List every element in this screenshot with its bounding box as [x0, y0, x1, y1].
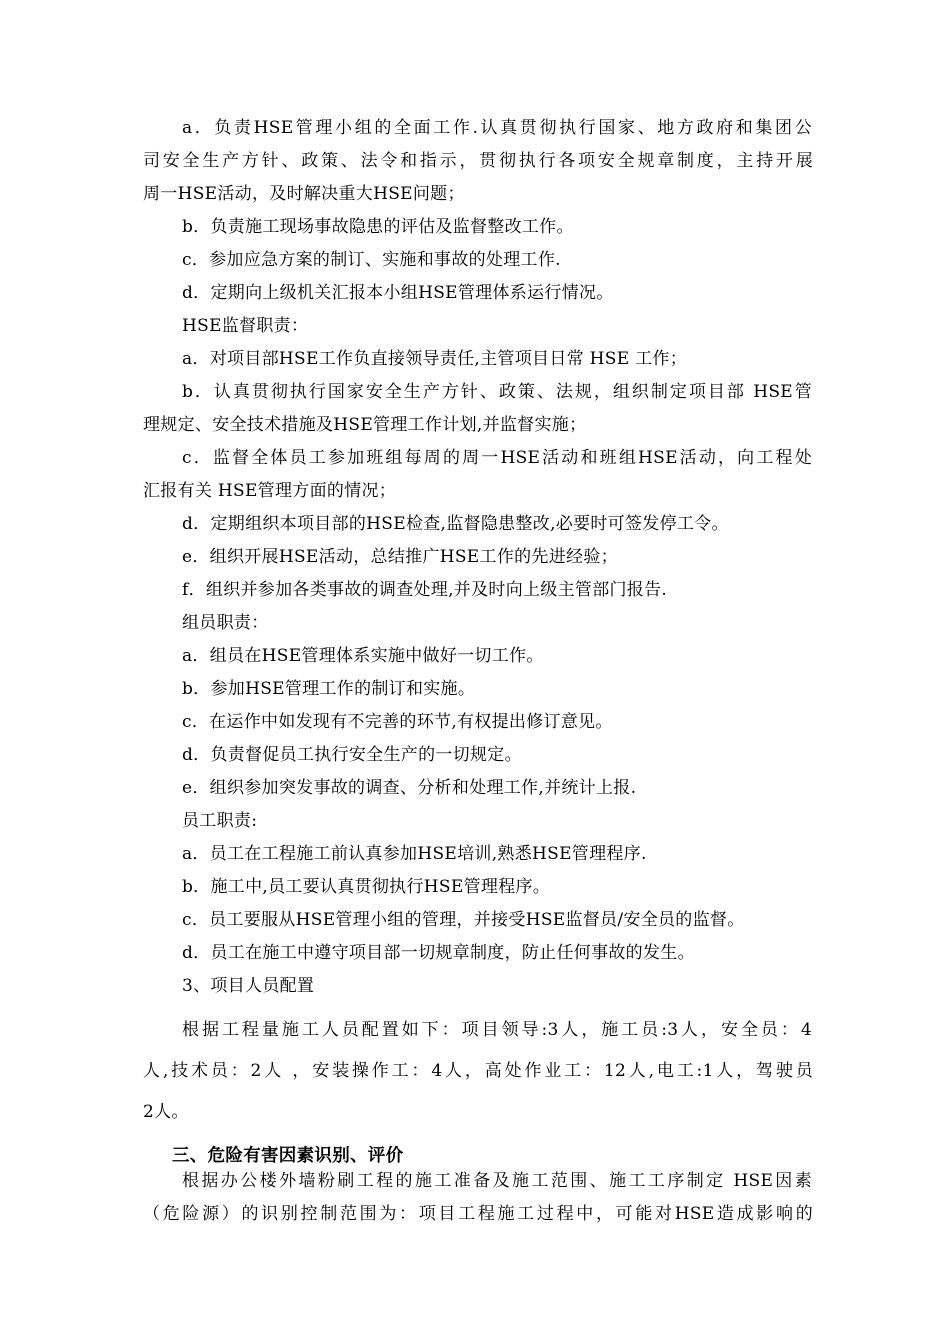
section-label: HSE监督职责： [182, 316, 309, 336]
text-line: a．负责HSE管理小组的全面工作.认真贯彻执行国家、地方政府和集团公 [182, 118, 812, 138]
text-line: （危险源）的识别控制范围为：项目工程施工过程中，可能对HSE造成影响的 [143, 1204, 813, 1224]
text-line: b．负责施工现场事故隐患的评估及监督整改工作。 [182, 217, 574, 237]
text-line: d．定期向上级机关汇报本小组HSE管理体系运行情况。 [182, 283, 614, 303]
text-line: b．施工中,员工要认真贯彻执行HSE管理程序。 [182, 877, 551, 897]
text-line: c．员工要服从HSE管理小组的管理，并接受HSE监督员/安全员的监督。 [182, 910, 745, 930]
text-line: 根据办公楼外墙粉刷工程的施工准备及施工范围、施工工序制定 HSE因素 [182, 1171, 812, 1191]
text-line: 汇报有关 HSE管理方面的情况； [143, 481, 397, 501]
text-line: f．组织并参加各类事故的调查处理,并及时向上级主管部门报告. [182, 580, 668, 600]
text-line: c．监督全体员工参加班组每周的周一HSE活动和班组HSE活动，向工程处 [182, 448, 812, 468]
section-label: 员工职责: [182, 811, 258, 831]
text-line: d．员工在施工中遵守项目部一切规章制度，防止任何事故的发生。 [182, 943, 695, 963]
text-line: e．组织参加突发事故的调查、分析和处理工作,并统计上报. [182, 778, 637, 798]
text-line: 2人。 [143, 1102, 189, 1122]
text-line: c．参加应急方案的制订、实施和事故的处理工作. [182, 250, 561, 270]
text-line: a．对项目部HSE工作负直接领导责任,主管项目日常 HSE 工作； [182, 349, 688, 369]
text-line: e．组织开展HSE活动，总结推广HSE工作的先进经验； [182, 547, 618, 567]
text-line: c．在运作中如发现有不完善的环节,有权提出修订意见。 [182, 712, 613, 732]
text-line: b．认真贯彻执行国家安全生产方针、政策、法规，组织制定项目部 HSE管 [182, 382, 812, 402]
text-line: a．组员在HSE管理体系实施中做好一切工作。 [182, 646, 544, 666]
text-line: b．参加HSE管理工作的制订和实施。 [182, 679, 476, 699]
text-line: 理规定、安全技术措施及HSE管理工作计划,并监督实施； [143, 415, 587, 435]
section-heading: 三、危险有害因素识别、评价 [172, 1146, 404, 1166]
section-label: 组员职责： [182, 613, 269, 633]
text-line: 人,技术员：2人 ，安装操作工：4人，高处作业工：12人,电工:1人，驾驶员 [143, 1061, 813, 1081]
subsection-title: 3、项目人员配置 [182, 976, 315, 996]
text-line: 司安全生产方针、政策、法令和指示，贯彻执行各项安全规章制度，主持开展 [143, 151, 813, 171]
text-line: 周一HSE活动，及时解决重大HSE问题； [143, 184, 465, 204]
text-line: a．员工在工程施工前认真参加HSE培训,熟悉HSE管理程序. [182, 844, 647, 864]
text-line: d．定期组织本项目部的HSE检查,监督隐患整改,必要时可签发停工令。 [182, 514, 729, 534]
text-line: 根据工程量施工人员配置如下：项目领导:3人，施工员:3人，安全员：4 [182, 1020, 812, 1040]
text-line: d．负责督促员工执行安全生产的一切规定。 [182, 745, 522, 765]
